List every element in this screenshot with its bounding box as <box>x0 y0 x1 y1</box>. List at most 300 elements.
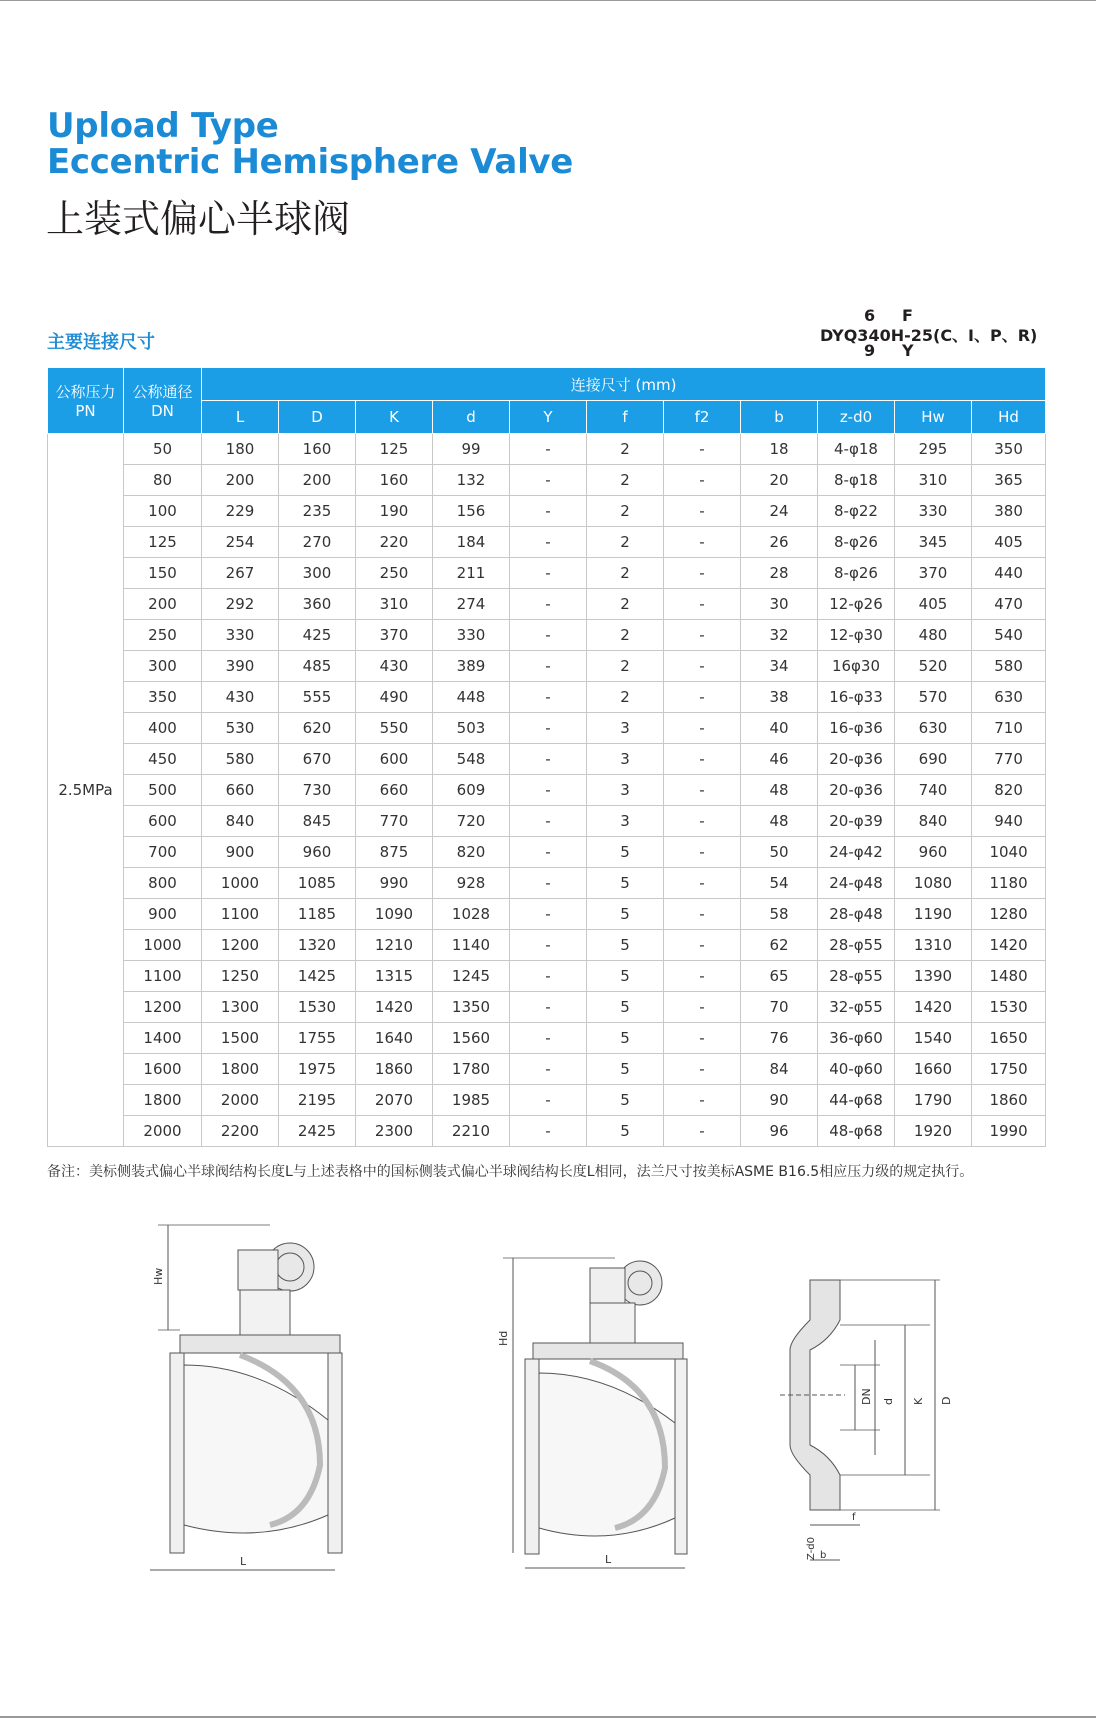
pn-value-cell: 2.5MPa <box>48 434 124 1147</box>
table-cell: 200 <box>279 465 356 496</box>
table-cell: 360 <box>279 589 356 620</box>
table-row <box>48 1116 1046 1147</box>
table-cell: 36-φ60 <box>818 1023 895 1054</box>
table-cell: - <box>510 527 587 558</box>
table-cell: 80 <box>124 465 202 496</box>
column-header-hw: Hw <box>895 401 972 434</box>
table-cell: 180 <box>202 434 279 465</box>
table-cell: - <box>510 713 587 744</box>
table-cell: 8-φ26 <box>818 527 895 558</box>
table-cell: 200 <box>124 589 202 620</box>
model-bottom-Y: Y <box>902 341 914 360</box>
table-cell: 150 <box>124 558 202 589</box>
model-top-F: F <box>902 306 913 325</box>
table-cell: - <box>664 434 741 465</box>
table-cell: 1310 <box>895 930 972 961</box>
table-cell: - <box>664 651 741 682</box>
table-cell: 500 <box>124 775 202 806</box>
table-cell: 2300 <box>356 1116 433 1147</box>
table-row <box>48 713 1046 744</box>
table-cell: 12-φ26 <box>818 589 895 620</box>
table-cell: 1530 <box>972 992 1046 1023</box>
table-cell: 1000 <box>124 930 202 961</box>
table-cell: - <box>510 775 587 806</box>
table-cell: 350 <box>124 682 202 713</box>
footnote: 备注：美标侧装式偏心半球阀结构长度L与上述表格中的国标侧装式偏心半球阀结构长度L相同，法兰尺寸按美标ASME B16.5相应压力级的规定执行。 <box>47 1164 974 1180</box>
table-cell: 125 <box>124 527 202 558</box>
column-header-hd: Hd <box>972 401 1046 434</box>
table-cell: - <box>510 868 587 899</box>
table-cell: 132 <box>433 465 510 496</box>
table-cell: 1180 <box>972 868 1046 899</box>
column-header-k: K <box>356 401 433 434</box>
table-cell: 46 <box>741 744 818 775</box>
table-cell: - <box>664 682 741 713</box>
model-bottom-9: 9 <box>864 341 876 360</box>
table-cell: 4-φ18 <box>818 434 895 465</box>
table-cell: 310 <box>895 465 972 496</box>
table-cell: 389 <box>433 651 510 682</box>
table-cell: 570 <box>895 682 972 713</box>
table-cell: - <box>510 558 587 589</box>
table-cell: - <box>664 1085 741 1116</box>
table-cell: 555 <box>279 682 356 713</box>
table-cell: 470 <box>972 589 1046 620</box>
table-cell: - <box>510 1085 587 1116</box>
table-cell: 990 <box>356 868 433 899</box>
flange-zd0-label: Z-d0 <box>806 1537 817 1560</box>
table-cell: 820 <box>433 837 510 868</box>
top-divider <box>0 0 1096 1</box>
side-l-dim-label: L <box>605 1553 612 1566</box>
dn-header-cn: 公称通径 <box>132 383 193 401</box>
table-cell: 54 <box>741 868 818 899</box>
table-cell: 1985 <box>433 1085 510 1116</box>
table-row <box>48 806 1046 837</box>
table-cell: 310 <box>356 589 433 620</box>
table-cell: 16-φ33 <box>818 682 895 713</box>
table-cell: 270 <box>279 527 356 558</box>
flange-drawing <box>780 1280 953 1580</box>
table-cell: - <box>510 806 587 837</box>
table-cell: 630 <box>895 713 972 744</box>
table-cell: 2 <box>587 682 664 713</box>
table-cell: 550 <box>356 713 433 744</box>
table-cell: 440 <box>972 558 1046 589</box>
table-cell: 160 <box>356 465 433 496</box>
table-cell: 50 <box>741 837 818 868</box>
table-cell: 200 <box>202 465 279 496</box>
table-cell: 18 <box>741 434 818 465</box>
table-cell: - <box>510 744 587 775</box>
table-cell: 480 <box>895 620 972 651</box>
table-cell: 3 <box>587 775 664 806</box>
table-row <box>48 496 1046 527</box>
table-cell: 1755 <box>279 1023 356 1054</box>
table-row <box>48 620 1046 651</box>
table-row <box>48 527 1046 558</box>
table-cell: 1100 <box>124 961 202 992</box>
table-row <box>48 930 1046 961</box>
table-cell: 710 <box>972 713 1046 744</box>
table-cell: 30 <box>741 589 818 620</box>
table-cell: 2000 <box>202 1085 279 1116</box>
table-cell: 1800 <box>124 1085 202 1116</box>
table-cell: 580 <box>202 744 279 775</box>
table-cell: 3 <box>587 744 664 775</box>
table-cell: 1085 <box>279 868 356 899</box>
column-header-y: Y <box>510 401 587 434</box>
table-cell: 330 <box>895 496 972 527</box>
table-cell: 48 <box>741 806 818 837</box>
table-cell: 940 <box>972 806 1046 837</box>
pn-header-cn: 公称压力 <box>55 383 116 401</box>
table-cell: 8-φ26 <box>818 558 895 589</box>
table-cell: 390 <box>202 651 279 682</box>
table-row <box>48 992 1046 1023</box>
table-cell: 28 <box>741 558 818 589</box>
table-cell: - <box>664 837 741 868</box>
table-cell: 5 <box>587 868 664 899</box>
table-cell: - <box>510 465 587 496</box>
table-cell: - <box>664 744 741 775</box>
table-cell: 184 <box>433 527 510 558</box>
table-cell: 875 <box>356 837 433 868</box>
table-cell: 1320 <box>279 930 356 961</box>
table-cell: 503 <box>433 713 510 744</box>
table-cell: 330 <box>202 620 279 651</box>
table-cell: - <box>664 465 741 496</box>
table-cell: 1780 <box>433 1054 510 1085</box>
table-cell: 28-φ48 <box>818 899 895 930</box>
group-header: 连接尺寸 (mm) <box>202 368 1046 401</box>
table-cell: 2 <box>587 527 664 558</box>
flange-d-label: d <box>882 1398 895 1405</box>
table-cell: - <box>664 527 741 558</box>
table-cell: 1920 <box>895 1116 972 1147</box>
table-cell: 1480 <box>972 961 1046 992</box>
table-cell: 1100 <box>202 899 279 930</box>
table-cell: 1028 <box>433 899 510 930</box>
table-cell: 2 <box>587 434 664 465</box>
table-cell: 490 <box>356 682 433 713</box>
table-cell: 430 <box>356 651 433 682</box>
table-cell: 24-φ48 <box>818 868 895 899</box>
table-row <box>48 1054 1046 1085</box>
table-cell: 380 <box>972 496 1046 527</box>
table-cell: - <box>664 1054 741 1085</box>
table-cell: 2 <box>587 651 664 682</box>
table-cell: - <box>664 620 741 651</box>
table-cell: 44-φ68 <box>818 1085 895 1116</box>
table-cell: 660 <box>202 775 279 806</box>
table-row <box>48 589 1046 620</box>
table-cell: 5 <box>587 1116 664 1147</box>
table-cell: 2 <box>587 465 664 496</box>
table-cell: 690 <box>895 744 972 775</box>
table-cell: 5 <box>587 837 664 868</box>
table-cell: - <box>664 1116 741 1147</box>
flange-b-label: b <box>820 1550 827 1561</box>
table-cell: 84 <box>741 1054 818 1085</box>
hw-dim-label: Hw <box>152 1267 165 1285</box>
table-cell: - <box>664 496 741 527</box>
table-cell: 3 <box>587 806 664 837</box>
table-cell: 1640 <box>356 1023 433 1054</box>
table-cell: 295 <box>895 434 972 465</box>
table-cell: 540 <box>972 620 1046 651</box>
table-cell: 65 <box>741 961 818 992</box>
table-cell: 267 <box>202 558 279 589</box>
table-cell: 660 <box>356 775 433 806</box>
table-cell: 1280 <box>972 899 1046 930</box>
table-cell: 2210 <box>433 1116 510 1147</box>
table-row <box>48 558 1046 589</box>
table-cell: 365 <box>972 465 1046 496</box>
table-cell: 1420 <box>895 992 972 1023</box>
table-row <box>48 775 1046 806</box>
table-cell: 960 <box>895 837 972 868</box>
table-cell: 90 <box>741 1085 818 1116</box>
table-cell: 2 <box>587 558 664 589</box>
table-cell: 485 <box>279 651 356 682</box>
table-cell: 24-φ42 <box>818 837 895 868</box>
column-header-d: d <box>433 401 510 434</box>
table-cell: 405 <box>895 589 972 620</box>
column-header-f: f <box>587 401 664 434</box>
table-cell: 2200 <box>202 1116 279 1147</box>
table-cell: 2070 <box>356 1085 433 1116</box>
table-cell: 1560 <box>433 1023 510 1054</box>
table-cell: - <box>664 868 741 899</box>
table-cell: 1400 <box>124 1023 202 1054</box>
table-cell: - <box>664 961 741 992</box>
table-cell: 34 <box>741 651 818 682</box>
table-cell: 1210 <box>356 930 433 961</box>
table-cell: 448 <box>433 682 510 713</box>
table-cell: 820 <box>972 775 1046 806</box>
table-cell: 1425 <box>279 961 356 992</box>
table-row <box>48 837 1046 868</box>
table-cell: 1530 <box>279 992 356 1023</box>
dn-header-en: DN <box>151 402 174 420</box>
table-cell: 840 <box>895 806 972 837</box>
table-cell: - <box>664 1023 741 1054</box>
table-cell: 450 <box>124 744 202 775</box>
table-cell: 8-φ22 <box>818 496 895 527</box>
table-cell: 16φ30 <box>818 651 895 682</box>
table-cell: 229 <box>202 496 279 527</box>
front-l-dim-label: L <box>240 1555 247 1568</box>
table-cell: 5 <box>587 930 664 961</box>
table-cell: 26 <box>741 527 818 558</box>
table-cell: - <box>510 496 587 527</box>
dn-header <box>124 368 202 434</box>
table-cell: 1300 <box>202 992 279 1023</box>
table-cell: 1420 <box>356 992 433 1023</box>
table-cell: 32 <box>741 620 818 651</box>
dimension-table <box>47 367 1046 1147</box>
section-label: 主要连接尺寸 <box>47 332 155 353</box>
table-cell: 160 <box>279 434 356 465</box>
table-cell: 5 <box>587 1085 664 1116</box>
table-cell: 400 <box>124 713 202 744</box>
model-main: DYQ340H-25(C、I、P、R) <box>820 326 1038 345</box>
table-cell: 425 <box>279 620 356 651</box>
table-cell: 1750 <box>972 1054 1046 1085</box>
table-cell: 520 <box>895 651 972 682</box>
table-row <box>48 961 1046 992</box>
table-cell: 600 <box>356 744 433 775</box>
table-row <box>48 465 1046 496</box>
table-cell: 24 <box>741 496 818 527</box>
table-cell: 20-φ36 <box>818 775 895 806</box>
table-row <box>48 899 1046 930</box>
table-cell: 350 <box>972 434 1046 465</box>
table-cell: 609 <box>433 775 510 806</box>
table-cell: - <box>664 713 741 744</box>
table-cell: 1140 <box>433 930 510 961</box>
table-cell: 1540 <box>895 1023 972 1054</box>
table-row <box>48 434 1046 465</box>
table-cell: 720 <box>433 806 510 837</box>
table-cell: 2 <box>587 496 664 527</box>
table-cell: 430 <box>202 682 279 713</box>
title-english <box>47 108 573 180</box>
table-cell: 1315 <box>356 961 433 992</box>
table-cell: 370 <box>895 558 972 589</box>
column-header-f2: f2 <box>664 401 741 434</box>
table-cell: - <box>510 589 587 620</box>
table-cell: 20-φ39 <box>818 806 895 837</box>
table-cell: - <box>510 961 587 992</box>
table-cell: 1990 <box>972 1116 1046 1147</box>
table-cell: 800 <box>124 868 202 899</box>
table-cell: - <box>510 1023 587 1054</box>
table-cell: 20 <box>741 465 818 496</box>
table-cell: - <box>510 992 587 1023</box>
table-cell: 900 <box>202 837 279 868</box>
table-cell: 330 <box>433 620 510 651</box>
flange-f-label: f <box>852 1512 856 1523</box>
table-cell: 190 <box>356 496 433 527</box>
table-cell: 630 <box>972 682 1046 713</box>
table-row <box>48 1023 1046 1054</box>
table-cell: 48-φ68 <box>818 1116 895 1147</box>
table-cell: 1040 <box>972 837 1046 868</box>
table-cell: 254 <box>202 527 279 558</box>
flange-k-label: K <box>912 1397 925 1405</box>
table-cell: 1200 <box>202 930 279 961</box>
table-cell: 840 <box>202 806 279 837</box>
table-cell: 5 <box>587 899 664 930</box>
table-row <box>48 868 1046 899</box>
table-cell: 1080 <box>895 868 972 899</box>
table-cell: 211 <box>433 558 510 589</box>
table-cell: 156 <box>433 496 510 527</box>
front-view-drawing <box>150 1225 370 1585</box>
table-cell: 1245 <box>433 961 510 992</box>
table-cell: 300 <box>124 651 202 682</box>
pn-header <box>48 368 124 434</box>
table-cell: - <box>510 682 587 713</box>
table-cell: 1190 <box>895 899 972 930</box>
table-cell: 1200 <box>124 992 202 1023</box>
table-cell: 28-φ55 <box>818 961 895 992</box>
table-cell: 770 <box>356 806 433 837</box>
table-cell: 845 <box>279 806 356 837</box>
table-cell: 1390 <box>895 961 972 992</box>
table-cell: - <box>510 1116 587 1147</box>
table-cell: 235 <box>279 496 356 527</box>
table-cell: 40 <box>741 713 818 744</box>
table-cell: 1860 <box>356 1054 433 1085</box>
table-cell: 5 <box>587 992 664 1023</box>
column-header-l: L <box>202 401 279 434</box>
table-cell: - <box>664 992 741 1023</box>
table-cell: 900 <box>124 899 202 930</box>
table-cell: 530 <box>202 713 279 744</box>
table-cell: 38 <box>741 682 818 713</box>
table-cell: 8-φ18 <box>818 465 895 496</box>
table-row <box>48 651 1046 682</box>
table-cell: 1975 <box>279 1054 356 1085</box>
table-cell: 1860 <box>972 1085 1046 1116</box>
table-cell: - <box>510 651 587 682</box>
table-cell: 2000 <box>124 1116 202 1147</box>
table-cell: - <box>664 775 741 806</box>
table-cell: 1500 <box>202 1023 279 1054</box>
table-cell: 76 <box>741 1023 818 1054</box>
table-cell: 40-φ60 <box>818 1054 895 1085</box>
table-cell: 250 <box>356 558 433 589</box>
column-header-z-d0: z-d0 <box>818 401 895 434</box>
table-cell: - <box>510 620 587 651</box>
table-cell: - <box>664 589 741 620</box>
table-cell: 125 <box>356 434 433 465</box>
table-cell: 1650 <box>972 1023 1046 1054</box>
table-cell: 1090 <box>356 899 433 930</box>
table-cell: 1350 <box>433 992 510 1023</box>
table-cell: 48 <box>741 775 818 806</box>
table-cell: 220 <box>356 527 433 558</box>
table-cell: 548 <box>433 744 510 775</box>
table-cell: 292 <box>202 589 279 620</box>
table-cell: - <box>664 806 741 837</box>
table-cell: 32-φ55 <box>818 992 895 1023</box>
table-cell: 740 <box>895 775 972 806</box>
table-cell: 2 <box>587 620 664 651</box>
table-cell: 20-φ36 <box>818 744 895 775</box>
flange-D-label: D <box>940 1396 953 1405</box>
table-cell: 50 <box>124 434 202 465</box>
table-cell: 770 <box>972 744 1046 775</box>
table-cell: 100 <box>124 496 202 527</box>
table-cell: - <box>664 899 741 930</box>
title-english-line2: Eccentric Hemisphere Valve <box>47 142 574 182</box>
table-cell: - <box>664 930 741 961</box>
table-cell: 70 <box>741 992 818 1023</box>
table-cell: 700 <box>124 837 202 868</box>
table-cell: 960 <box>279 837 356 868</box>
table-cell: - <box>510 899 587 930</box>
table-cell: 96 <box>741 1116 818 1147</box>
table-cell: 1420 <box>972 930 1046 961</box>
model-top-6: 6 <box>864 306 876 325</box>
table-cell: 1600 <box>124 1054 202 1085</box>
table-cell: 2195 <box>279 1085 356 1116</box>
table-cell: 28-φ55 <box>818 930 895 961</box>
